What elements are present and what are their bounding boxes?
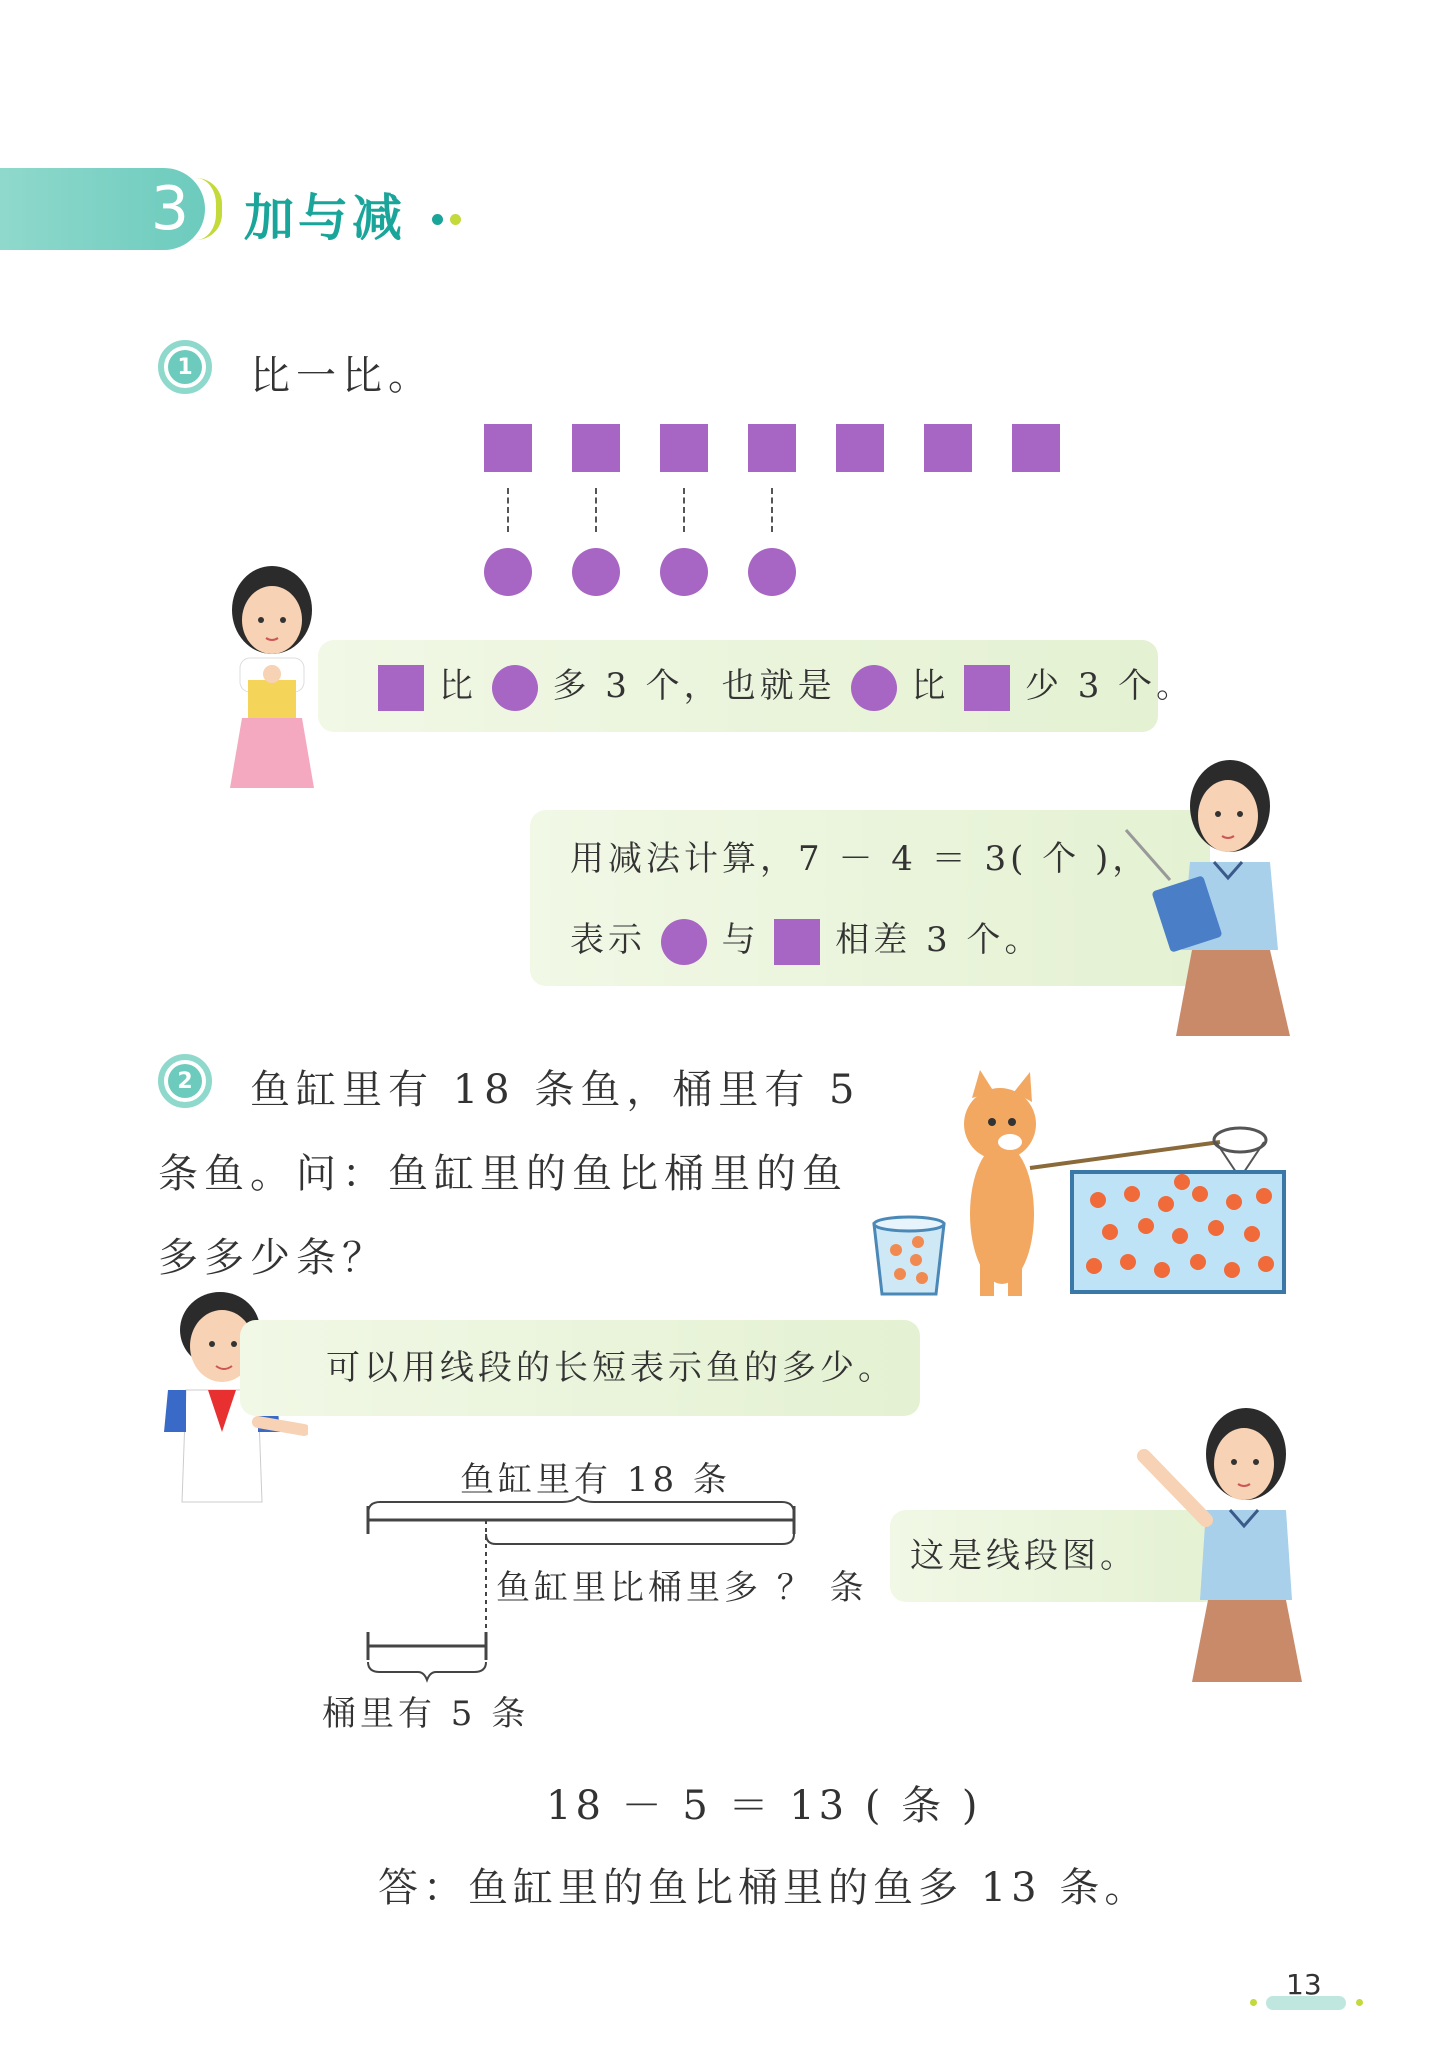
- bubble2-text-part: 相差 3 个。: [835, 920, 1043, 960]
- problem-number: 2: [168, 1064, 202, 1098]
- title-dot-decoration: [432, 214, 443, 225]
- inline-circle: [661, 919, 707, 965]
- diagram-diff-label: 鱼缸里比桶里多 ？ 条: [496, 1568, 868, 1608]
- bubble2-line2: [570, 914, 1043, 966]
- section-number: 3: [150, 174, 190, 244]
- girl-illustration: [218, 562, 328, 792]
- problem-number: 1: [168, 350, 202, 384]
- problem-number-badge: [158, 340, 212, 394]
- bubble2-text-part: 表示: [570, 920, 646, 960]
- cat-fishing-illustration: [870, 1064, 1300, 1304]
- problem1-title: 比一比。: [250, 353, 434, 399]
- section-arc-decoration: [196, 178, 222, 240]
- section-title: 加与减: [244, 188, 406, 247]
- inline-square: [774, 919, 820, 965]
- purple-circle: [748, 548, 796, 596]
- purple-circle: [660, 548, 708, 596]
- purple-circle: [572, 548, 620, 596]
- page-number-dot: [1356, 1999, 1363, 2006]
- problem2-line3: 多多少条？: [158, 1235, 388, 1281]
- purple-circle: [484, 548, 532, 596]
- dashed-connector: [507, 488, 509, 532]
- purple-square: [484, 424, 532, 472]
- bubble2-line1: 用减法计算，7 － 4 ＝ 3( 个 )，: [570, 839, 1151, 879]
- inline-square: [378, 665, 424, 711]
- teacher-girl-illustration: [1110, 750, 1310, 1040]
- inline-circle: [492, 665, 538, 711]
- bubble-boy-text: 可以用线段的长短表示鱼的多少。: [326, 1348, 896, 1388]
- inline-circle: [851, 665, 897, 711]
- bubble1-text-part: 多 3 个，也就是: [552, 666, 836, 706]
- bubble-girl2-text: 这是线段图。: [910, 1536, 1138, 1576]
- diagram-top-label: 鱼缸里有 18 条: [460, 1460, 731, 1500]
- problem-number-badge: [158, 1054, 212, 1108]
- page-number: 13: [1286, 1968, 1322, 2001]
- page-number-dot: [1250, 1999, 1257, 2006]
- equation: 18 － 5 ＝ 13 ( 条 ): [546, 1783, 982, 1829]
- purple-square: [1012, 424, 1060, 472]
- dashed-connector: [595, 488, 597, 532]
- purple-square: [660, 424, 708, 472]
- problem2-line1: 鱼缸里有 18 条鱼，桶里有 5: [250, 1067, 861, 1113]
- title-dot-decoration: [450, 214, 461, 225]
- bubble1-text-part: 少 3 个。: [1024, 666, 1195, 706]
- problem2-line2: 条鱼。问：鱼缸里的鱼比桶里的鱼: [158, 1151, 848, 1197]
- dashed-connector: [683, 488, 685, 532]
- inline-square: [964, 665, 1010, 711]
- bubble1-text-part: 比: [911, 666, 950, 706]
- purple-square: [924, 424, 972, 472]
- answer: 答：鱼缸里的鱼比桶里的鱼多 13 条。: [378, 1865, 1150, 1911]
- bubble1-text-part: 比: [438, 666, 477, 706]
- purple-square: [836, 424, 884, 472]
- girl2-illustration: [1120, 1394, 1320, 1684]
- diagram-bottom-label: 桶里有 5 条: [322, 1694, 530, 1734]
- purple-square: [572, 424, 620, 472]
- bubble1-text: [378, 660, 1194, 712]
- dashed-connector: [771, 488, 773, 532]
- bubble2-text-part: 与: [721, 920, 760, 960]
- purple-square: [748, 424, 796, 472]
